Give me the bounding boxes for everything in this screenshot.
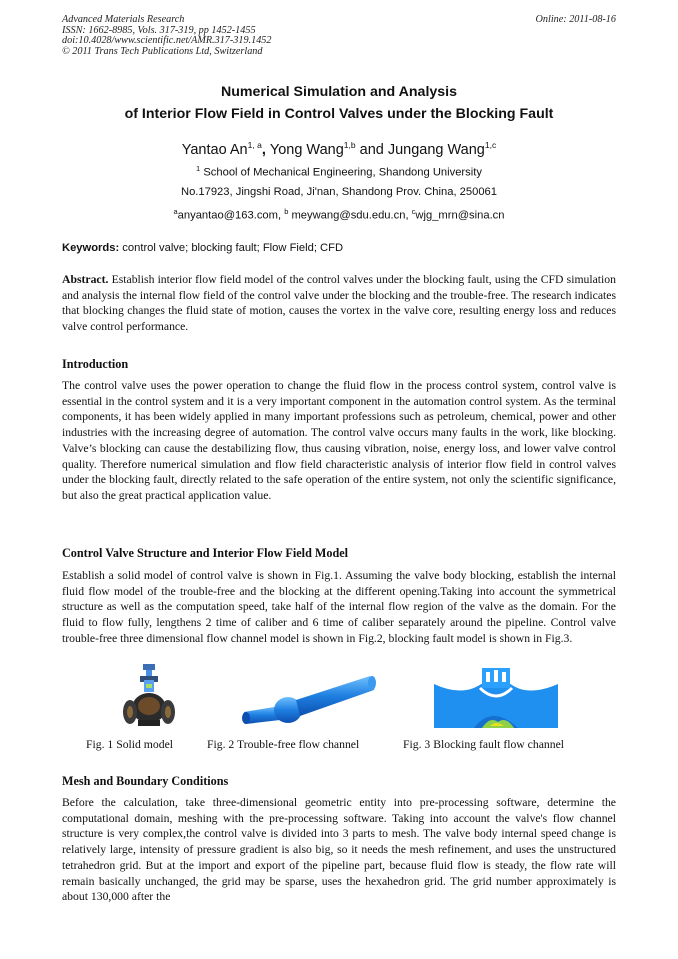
keywords-text: control valve; blocking fault; Flow Field; CFD: [119, 242, 344, 254]
figure-3-blocking-fault-channel: [434, 664, 558, 728]
keywords-label: Keywords:: [62, 242, 120, 254]
author-separator: ,: [261, 141, 270, 158]
section-heading-introduction: Introduction: [62, 357, 129, 371]
affiliation-school: School of Mechanical Engineering, Shandong University: [203, 166, 482, 179]
abstract: [62, 272, 616, 335]
keywords: [62, 242, 618, 254]
author-affiliation-mark: 1,c: [484, 140, 497, 150]
running-header: [62, 15, 622, 57]
email-b: meywang@sdu.edu.cn,: [288, 209, 412, 222]
figure-1-caption: Fig. 1 Solid model: [86, 738, 174, 751]
author-name: Yantao An: [181, 141, 248, 158]
section-heading-mesh: Mesh and Boundary Conditions: [62, 774, 229, 788]
email-c: wjg_mrn@sina.cn: [415, 209, 505, 222]
email-mark: a: [173, 207, 178, 216]
email-mark: b: [284, 207, 289, 216]
email-mark: c: [411, 207, 416, 216]
abstract-label: Abstract.: [62, 273, 109, 286]
section-heading-structure: Control Valve Structure and Interior Flow Field Model: [62, 546, 349, 560]
author-list: [0, 140, 678, 158]
affiliation-line-1: [0, 164, 678, 179]
affiliation-address: No.17923, Jingshi Road, Ji'nan, Shandong Prov. China, 250061: [180, 186, 498, 198]
author-name: Yong Wang: [269, 141, 344, 158]
email-a: anyantao@163.com,: [177, 209, 285, 222]
abstract-text: Establish interior flow field model of the control valves under the blocking fault, using the CFD simulation and analysis the internal flow field of the control valve under the blocking and the trouble-free. The research indicates that blocking changes the fluid state of motion, causes the vortex in the valve core, resulting energy loss and reduces valve control performance.: [62, 273, 616, 334]
paper-title-line-1: Numerical Simulation and Analysis: [221, 84, 457, 100]
figure-3-caption: Fig. 3 Blocking fault flow channel: [403, 738, 564, 751]
introduction-paragraph: The control valve uses the power operation to change the fluid flow in the process control system, control valve is essential in the control system and it is a very important component in the automation control system. As the terminal components, it has been widely applied in many important professions such as petroleum, chemical, power and other industries with the increasing degree of automation. The control valve occurs many faults in the work, like blocking. Valve’s blocking can cause the destabilizing flow, thus causing vibration, noise, energy loss, and lower valve control quality. Therefore numerical simulation and flow field characteristic analysis of interior flow field in control valves under the blocking fault, directly related to the safe operation of the entire system, not only the scientific significance, but also the great practical application value.: [62, 379, 616, 502]
online-date: Online: 2011-08-16: [535, 14, 616, 25]
figure-2-caption: Fig. 2 Trouble-free flow channel: [207, 738, 360, 751]
author-name: Jungang Wang: [387, 141, 485, 158]
figure-2-trouble-free-channel: [240, 670, 378, 728]
issn-line: ISSN: 1662-8985, Vols. 317-319, pp 1452-1455: [62, 24, 256, 36]
author-separator: and: [355, 141, 388, 158]
doi-line: doi:10.4028/www.scientific.net/AMR.317-319.1452: [62, 35, 272, 47]
affiliation-mark: 1: [196, 164, 201, 173]
copyright-line: © 2011 Trans Tech Publications Ltd, Switzerland: [62, 45, 263, 57]
figure-1-solid-model: [120, 662, 178, 730]
author-emails: [0, 207, 678, 222]
author-affiliation-mark: 1,b: [343, 140, 356, 150]
journal-name: Advanced Materials Research: [62, 14, 185, 25]
author-affiliation-mark: 1, a: [247, 140, 262, 150]
paper-title-line-2: of Interior Flow Field in Control Valves under the Blocking Fault: [124, 106, 554, 122]
mesh-paragraph: Before the calculation, take three-dimensional geometric entity into pre-processing software, determine the computational domain, meshing with the pre-processing software. Taking into account the valve's flow channel structure is very complex,the control valve is divided into 3 parts to mesh. The valve body internal speed change is relatively large, intensity of pressure gradient is also big, so it needs the mesh refinement, and uses the unstructured tetrahedron grid. But at the import and export of the pipeline part, because fluid flow is steady, the flow rate will remain basically unchanged, the grid may be sparse, uses the hexahedron grid. The grid number approximately is about 130,000 after the: [62, 796, 616, 904]
structure-paragraph: Establish a solid model of control valve is shown in Fig.1. Assuming the valve body blocking, establish the internal fluid flow model of the trouble-free and the blocking at the different opening.Taking into account the symmetrical structure as well as the computation speed, take half of the internal flow region of the valve as the domain. For the fluid to flow fully, lengthens 2 time of caliber and 6 time of caliber separately around the pipeline. Control valve trouble-free three dimensional flow channel model is shown in Fig.2, blocking fault model is shown in Fig.3.: [62, 569, 616, 645]
